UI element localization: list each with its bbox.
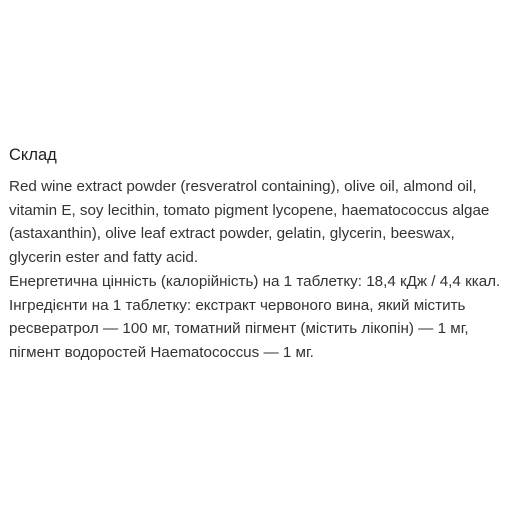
energy-value-paragraph: Енергетична цінність (калорійність) на 1 таблетку: 18,4 кДж / 4,4 ккал. [9,272,501,290]
composition-content [9,175,503,365]
section-heading: Склад [9,146,57,164]
composition-paragraph: Red wine extract powder (resveratrol containing), olive oil, almond oil, vitamin E, soy lecithin, tomato pigment lycopene, haematococcus algae (astaxanthin), olive leaf extract powder, gelatin, glycerin, beeswax, glycerin ester and fatty acid. [9,178,490,267]
ingredients-paragraph: Інгредієнти на 1 таблетку: екстракт червоного вина, який містить ресвератрол — 100 мг, томатний пігмент (містить лікопін) — 1 мг, пігмент водоростей Haematococcus — 1 мг. [9,296,469,361]
